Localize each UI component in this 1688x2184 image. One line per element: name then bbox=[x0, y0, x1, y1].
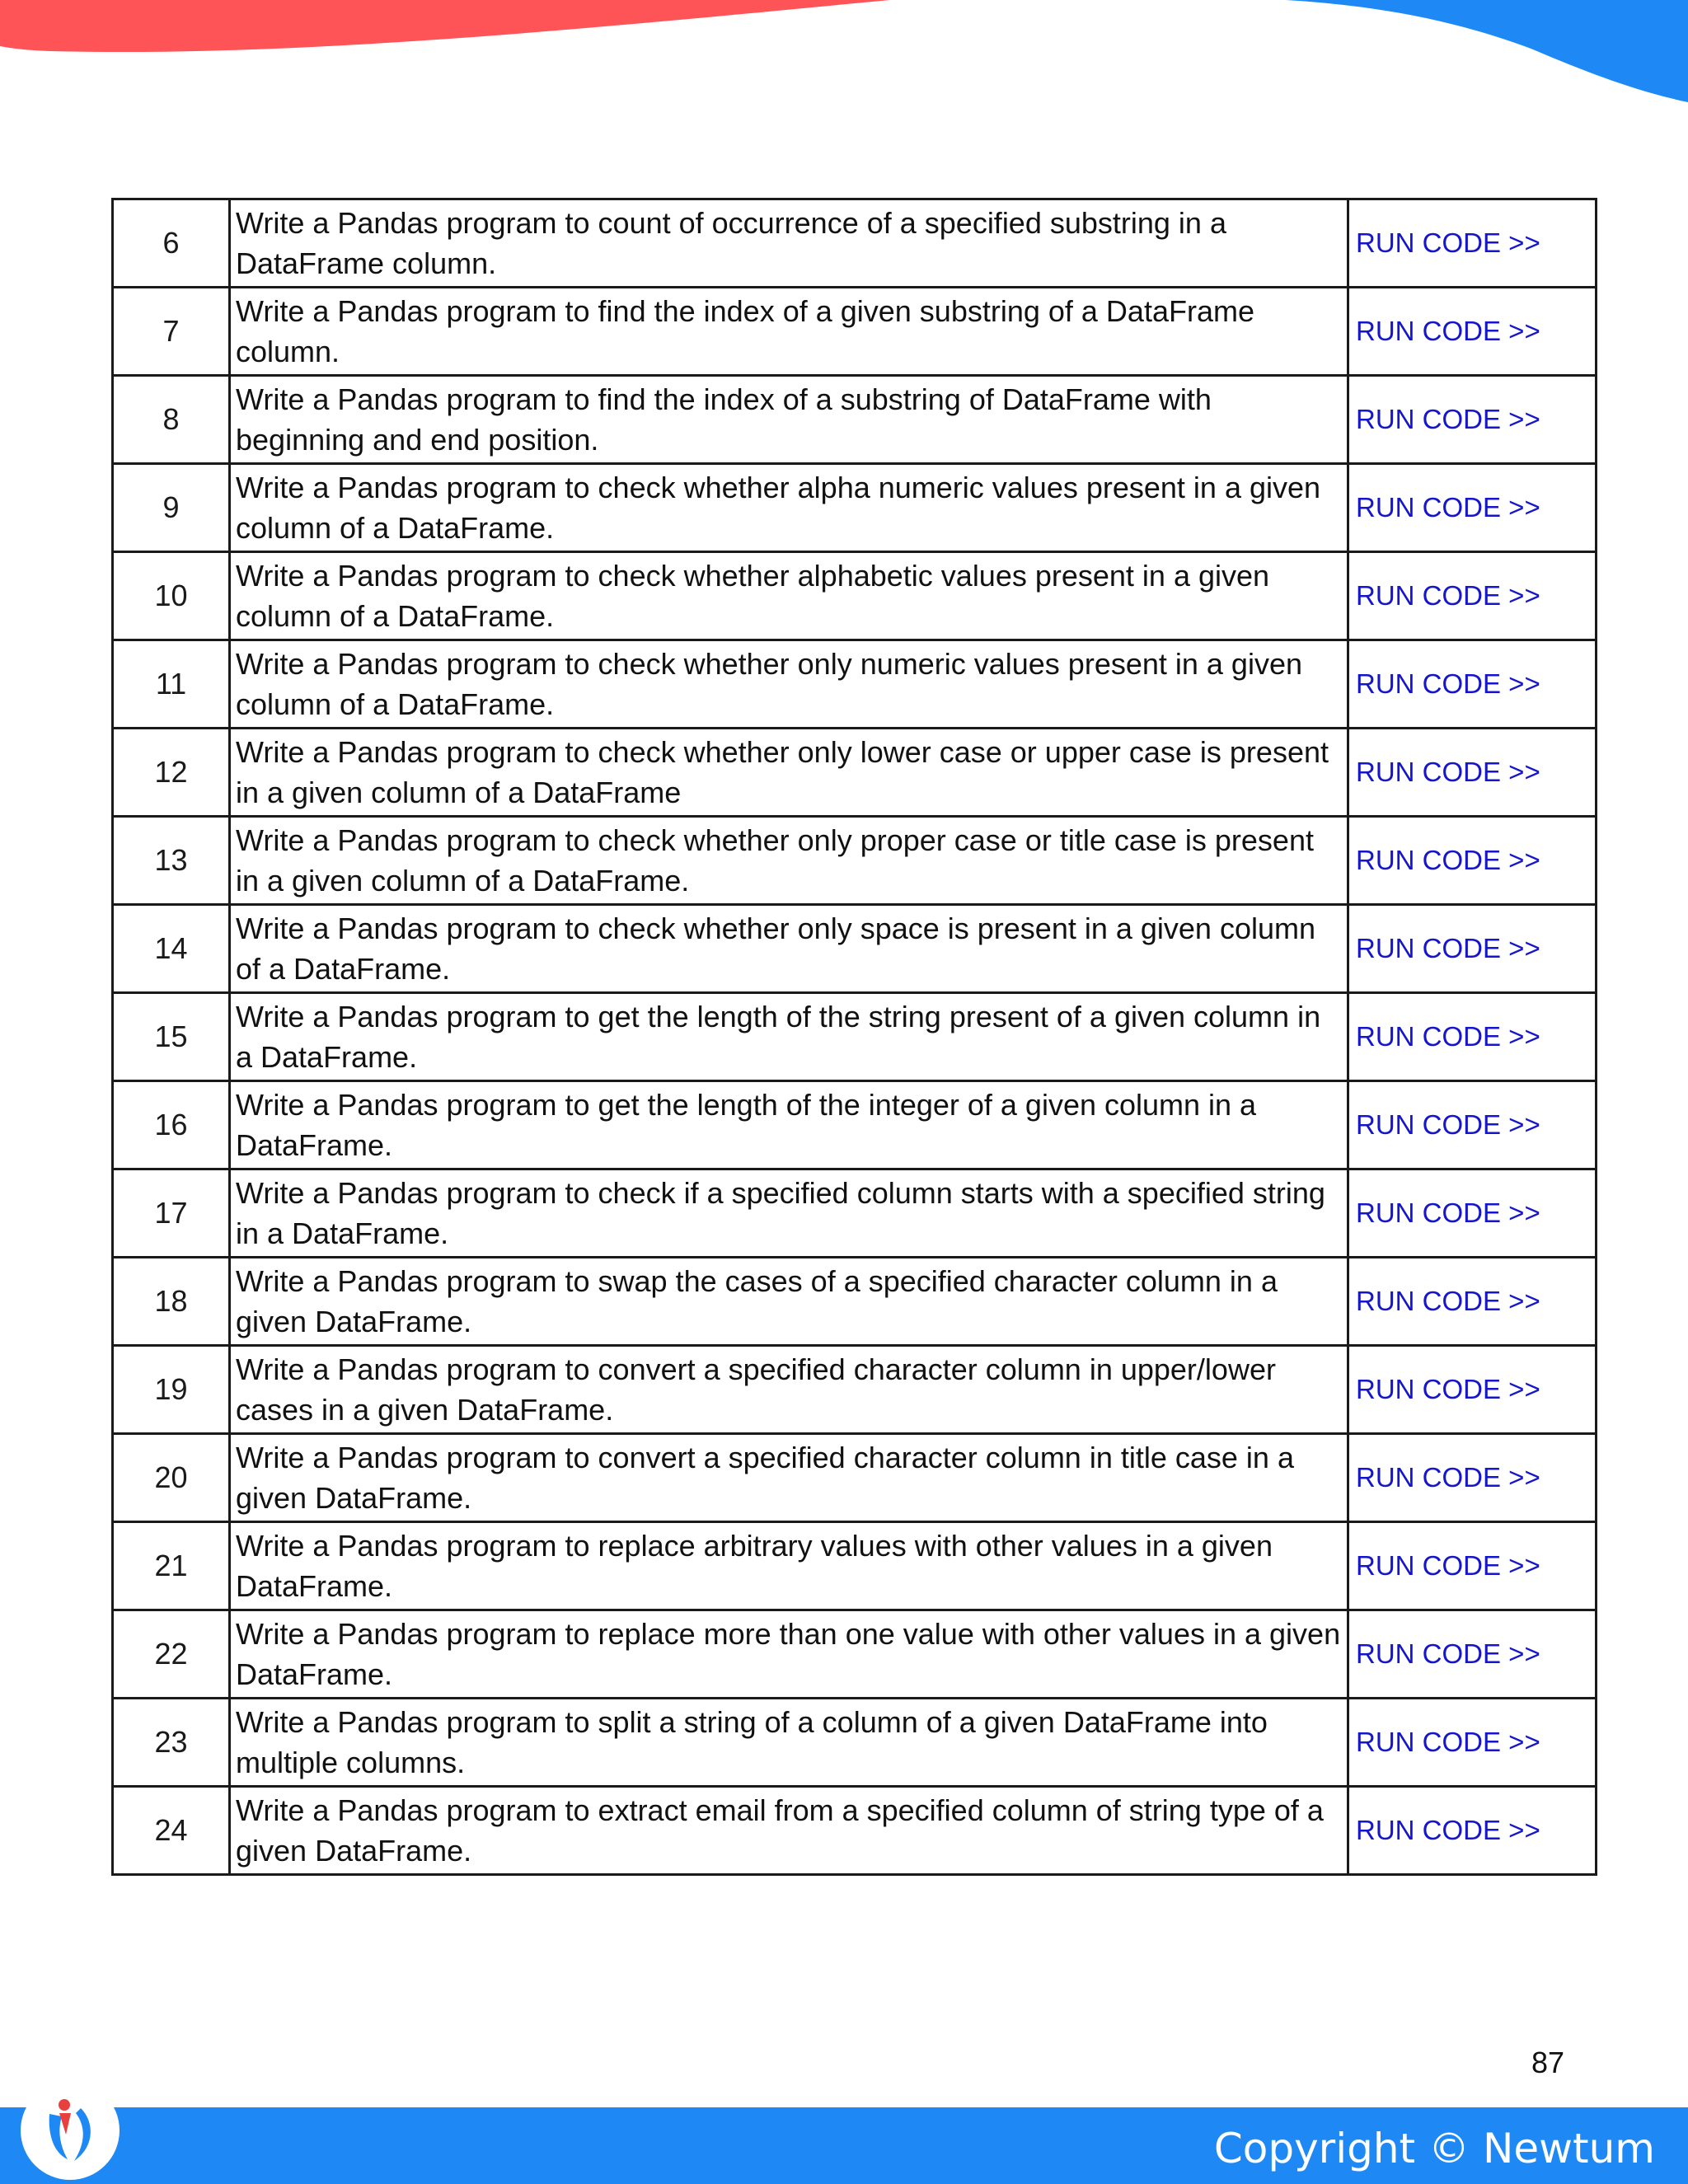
row-number: 13 bbox=[113, 817, 230, 905]
run-code-link[interactable]: RUN CODE >> bbox=[1356, 845, 1540, 875]
table-row bbox=[113, 1081, 1597, 1169]
exercise-description: Write a Pandas program to convert a specified character column in title case in a given DataFrame. bbox=[230, 1434, 1348, 1522]
run-code-cell bbox=[1348, 1081, 1597, 1169]
exercise-description: Write a Pandas program to check whether only lower case or upper case is present in a given column of a DataFrame bbox=[230, 729, 1348, 817]
run-code-link[interactable]: RUN CODE >> bbox=[1356, 404, 1540, 434]
row-number: 19 bbox=[113, 1346, 230, 1434]
run-code-link[interactable]: RUN CODE >> bbox=[1356, 1550, 1540, 1581]
page-number: 87 bbox=[1531, 2046, 1564, 2079]
row-number: 12 bbox=[113, 729, 230, 817]
run-code-cell bbox=[1348, 1346, 1597, 1434]
run-code-cell bbox=[1348, 729, 1597, 817]
run-code-cell bbox=[1348, 552, 1597, 640]
copyright-text: Copyright © Newtum bbox=[1213, 2125, 1655, 2172]
row-number: 21 bbox=[113, 1522, 230, 1610]
run-code-cell bbox=[1348, 288, 1597, 376]
table-row bbox=[113, 905, 1597, 993]
run-code-cell bbox=[1348, 640, 1597, 729]
run-code-cell bbox=[1348, 1699, 1597, 1787]
run-code-cell bbox=[1348, 1787, 1597, 1875]
row-number: 17 bbox=[113, 1169, 230, 1258]
table-row bbox=[113, 729, 1597, 817]
row-number: 6 bbox=[113, 199, 230, 288]
run-code-link[interactable]: RUN CODE >> bbox=[1356, 227, 1540, 258]
run-code-link[interactable]: RUN CODE >> bbox=[1356, 1462, 1540, 1493]
exercise-description: Write a Pandas program to get the length of the string present of a given column in a DataFrame. bbox=[230, 993, 1348, 1081]
table-row bbox=[113, 376, 1597, 464]
run-code-link[interactable]: RUN CODE >> bbox=[1356, 1815, 1540, 1845]
run-code-cell bbox=[1348, 817, 1597, 905]
exercise-description: Write a Pandas program to check if a specified column starts with a specified string in a DataFrame. bbox=[230, 1169, 1348, 1258]
exercise-description: Write a Pandas program to find the index of a given substring of a DataFrame column. bbox=[230, 288, 1348, 376]
run-code-cell bbox=[1348, 993, 1597, 1081]
table-row bbox=[113, 1434, 1597, 1522]
run-code-link[interactable]: RUN CODE >> bbox=[1356, 1197, 1540, 1228]
header-blue-wave bbox=[1286, 0, 1688, 102]
exercise-description: Write a Pandas program to split a string of a column of a given DataFrame into multiple columns. bbox=[230, 1699, 1348, 1787]
table-row bbox=[113, 1169, 1597, 1258]
table-row bbox=[113, 1522, 1597, 1610]
run-code-link[interactable]: RUN CODE >> bbox=[1356, 1286, 1540, 1316]
row-number: 22 bbox=[113, 1610, 230, 1699]
run-code-cell bbox=[1348, 376, 1597, 464]
run-code-cell bbox=[1348, 1434, 1597, 1522]
table-row bbox=[113, 199, 1597, 288]
table-row bbox=[113, 552, 1597, 640]
newtum-logo-icon bbox=[16, 2077, 124, 2184]
row-number: 15 bbox=[113, 993, 230, 1081]
run-code-cell bbox=[1348, 464, 1597, 552]
exercise-description: Write a Pandas program to check whether only proper case or title case is present in a given column of a DataFrame. bbox=[230, 817, 1348, 905]
exercise-description: Write a Pandas program to convert a specified character column in upper/lower cases in a given DataFrame. bbox=[230, 1346, 1348, 1434]
run-code-link[interactable]: RUN CODE >> bbox=[1356, 492, 1540, 523]
run-code-cell bbox=[1348, 1169, 1597, 1258]
run-code-link[interactable]: RUN CODE >> bbox=[1356, 933, 1540, 963]
exercise-table bbox=[111, 198, 1597, 1876]
exercise-description: Write a Pandas program to swap the cases of a specified character column in a given DataFrame. bbox=[230, 1258, 1348, 1346]
row-number: 23 bbox=[113, 1699, 230, 1787]
run-code-cell bbox=[1348, 1522, 1597, 1610]
row-number: 14 bbox=[113, 905, 230, 993]
run-code-link[interactable]: RUN CODE >> bbox=[1356, 1109, 1540, 1140]
exercise-description: Write a Pandas program to replace arbitrary values with other values in a given DataFrame. bbox=[230, 1522, 1348, 1610]
exercise-table-body bbox=[113, 199, 1597, 1875]
row-number: 10 bbox=[113, 552, 230, 640]
table-row bbox=[113, 288, 1597, 376]
row-number: 11 bbox=[113, 640, 230, 729]
exercise-description: Write a Pandas program to count of occurrence of a specified substring in a DataFrame column. bbox=[230, 199, 1348, 288]
row-number: 8 bbox=[113, 376, 230, 464]
run-code-cell bbox=[1348, 1610, 1597, 1699]
run-code-link[interactable]: RUN CODE >> bbox=[1356, 316, 1540, 346]
exercise-description: Write a Pandas program to find the index of a substring of DataFrame with beginning and end position. bbox=[230, 376, 1348, 464]
table-row bbox=[113, 640, 1597, 729]
exercise-description: Write a Pandas program to check whether alphabetic values present in a given column of a DataFrame. bbox=[230, 552, 1348, 640]
run-code-cell bbox=[1348, 1258, 1597, 1346]
table-row bbox=[113, 1258, 1597, 1346]
exercise-description: Write a Pandas program to extract email from a specified column of string type of a given DataFrame. bbox=[230, 1787, 1348, 1875]
header-decoration bbox=[0, 0, 1688, 115]
run-code-link[interactable]: RUN CODE >> bbox=[1356, 1727, 1540, 1757]
row-number: 20 bbox=[113, 1434, 230, 1522]
table-row bbox=[113, 1346, 1597, 1434]
exercise-description: Write a Pandas program to get the length of the integer of a given column in a DataFrame. bbox=[230, 1081, 1348, 1169]
exercise-description: Write a Pandas program to check whether only space is present in a given column of a DataFrame. bbox=[230, 905, 1348, 993]
row-number: 16 bbox=[113, 1081, 230, 1169]
row-number: 24 bbox=[113, 1787, 230, 1875]
table-row bbox=[113, 1699, 1597, 1787]
exercise-description: Write a Pandas program to check whether only numeric values present in a given column of a DataFrame. bbox=[230, 640, 1348, 729]
run-code-link[interactable]: RUN CODE >> bbox=[1356, 1021, 1540, 1052]
header-red-wave bbox=[0, 0, 890, 52]
table-row bbox=[113, 993, 1597, 1081]
exercise-description: Write a Pandas program to check whether alpha numeric values present in a given column of a DataFrame. bbox=[230, 464, 1348, 552]
exercise-description: Write a Pandas program to replace more than one value with other values in a given DataFrame. bbox=[230, 1610, 1348, 1699]
run-code-cell bbox=[1348, 905, 1597, 993]
run-code-link[interactable]: RUN CODE >> bbox=[1356, 668, 1540, 699]
row-number: 7 bbox=[113, 288, 230, 376]
run-code-link[interactable]: RUN CODE >> bbox=[1356, 1374, 1540, 1404]
run-code-link[interactable]: RUN CODE >> bbox=[1356, 580, 1540, 611]
run-code-cell bbox=[1348, 199, 1597, 288]
row-number: 9 bbox=[113, 464, 230, 552]
table-row bbox=[113, 1787, 1597, 1875]
table-row bbox=[113, 464, 1597, 552]
table-row bbox=[113, 1610, 1597, 1699]
row-number: 18 bbox=[113, 1258, 230, 1346]
run-code-link[interactable]: RUN CODE >> bbox=[1356, 757, 1540, 787]
run-code-link[interactable]: RUN CODE >> bbox=[1356, 1638, 1540, 1669]
table-row bbox=[113, 817, 1597, 905]
